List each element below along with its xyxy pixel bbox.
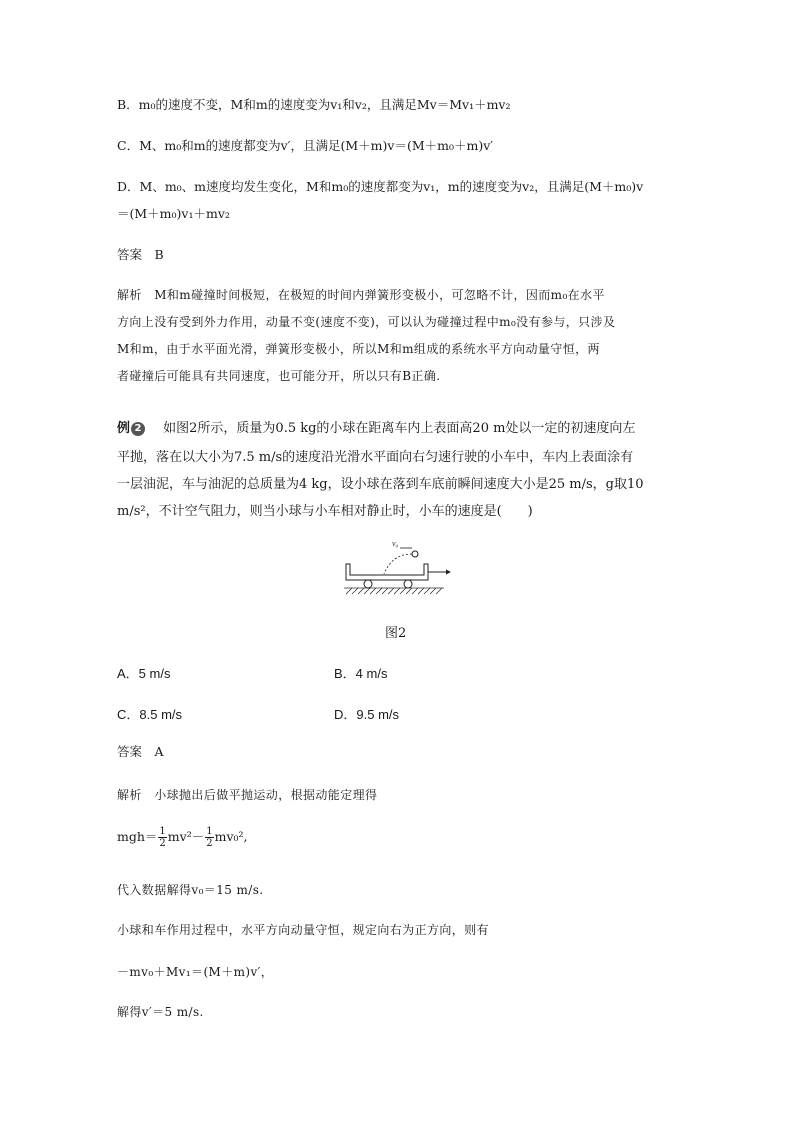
eq1-mid2: mv₀², <box>214 829 248 844</box>
example-badge-word: 例 <box>117 421 131 436</box>
ground-hatching <box>344 588 444 594</box>
option-b-text: B．m₀的速度不变，M和m的速度变为v₁和v₂，且满足Mv＝Mv₁＋mv₂ <box>117 97 511 112</box>
example-2-line2: 平抛，落在以大小为7.5 m/s的速度沿光滑水平面向右匀速行驶的小车中，车内上表面涂有 <box>117 450 634 465</box>
eq1-mid1: mv²－ <box>167 829 205 844</box>
cart-wheel-left <box>364 580 372 588</box>
ball <box>412 551 418 557</box>
answer-2: 答案 A <box>117 744 164 759</box>
option-d-text-line2: ＝(M＋m₀)v₁＋mv₂ <box>117 206 230 221</box>
option-c-text: C．M、m₀和m的速度都变为v′，且满足(M＋m)v＝(M＋m₀＋m)v′ <box>117 138 494 153</box>
v0-label: v₀ <box>392 539 399 548</box>
analysis-1-line3: M和m，由于水平面光滑，弹簧形变极小，所以M和m组成的系统水平方向动量守恒，两 <box>117 342 600 356</box>
trajectory-curve <box>384 554 412 574</box>
equation-1 <box>117 826 248 849</box>
analysis-1-line4: 者碰撞后可能具有共同速度，也可能分开，所以只有B正确. <box>117 369 441 383</box>
example-2-line4: m/s²，不计空气阻力，则当小球与小车相对静止时，小车的速度是( ) <box>117 504 533 519</box>
figure-caption: 图2 <box>385 626 407 641</box>
option-d: D．9.5 m/s <box>334 707 400 722</box>
example-2-text-line1: 如图2所示，质量为0.5 kg的小球在距离车内上表面高20 m处以一定的初速度向左 <box>163 421 636 436</box>
eq1-prefix: mgh＝ <box>117 829 158 844</box>
option-d-text-line1: D．M、m₀、m速度均发生变化，M和m₀的速度都变为v₁，m的速度变为v₂，且满足(M＋m₀)v <box>117 179 644 194</box>
analysis-2-line3: 小球和车作用过程中，水平方向动量守恒，规定向右为正方向，则有 <box>117 923 490 937</box>
analysis-2-line1: 解析 小球抛出后做平抛运动，根据动能定理得 <box>117 788 378 802</box>
example-2-line3: 一层油泥，车与油泥的总质量为4 kg，设小球在落到车底前瞬间速度大小是25 m/s，g取10 <box>117 477 644 492</box>
cart-wheel-right <box>404 580 412 588</box>
analysis-1-line2: 方向上没有受到外力作用，动量不变(速度不变)，可以认为碰撞过程中m₀没有参与，只涉及 <box>117 315 616 329</box>
fraction-half-2: $\frac{1}{2}$ <box>206 826 213 849</box>
example-number-icon: 2 <box>131 422 145 436</box>
example-2-line1 <box>117 417 689 441</box>
analysis-1-line1: 解析 M和m碰撞时间极短，在极短的时间内弹簧形变极小，可忽略不计，因而m₀在水平 <box>117 288 605 302</box>
example-badge <box>117 417 145 441</box>
cart-body <box>346 564 428 580</box>
analysis-2-line2: 代入数据解得v₀＝15 m/s. <box>117 883 264 897</box>
velocity-arrowhead <box>446 570 451 575</box>
analysis-2-line5: 解得v′＝5 m/s. <box>117 1005 204 1019</box>
option-b: B．4 m/s <box>334 666 388 681</box>
fraction-half-1: $\frac{1}{2}$ <box>159 826 166 849</box>
option-c: C．8.5 m/s <box>117 707 183 722</box>
cart-figure <box>340 538 456 600</box>
option-a: A．5 m/s <box>117 666 171 681</box>
answer-1: 答案 B <box>117 247 164 262</box>
analysis-2-line4: －mv₀＋Mv₁＝(M＋m)v′， <box>117 965 274 979</box>
